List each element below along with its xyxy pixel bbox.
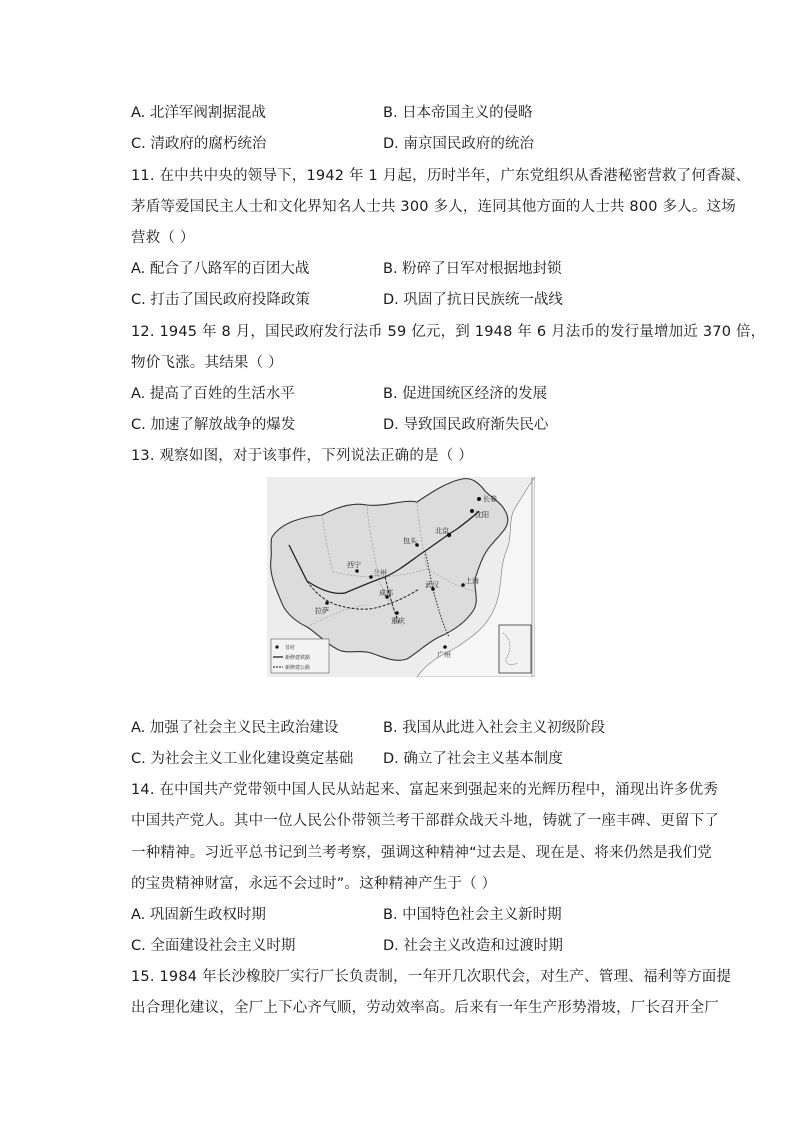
- q14-stem-line-4: 的宝贵精神财富，永远不会过时”。这种精神产生于（ ）: [131, 876, 497, 892]
- map-label-chengdu: 成都: [379, 589, 393, 597]
- q12-option-d[interactable]: D. 导致国民政府渐失民心: [383, 417, 549, 433]
- legend-label-highway: 新修建公路: [285, 665, 311, 671]
- q12-option-c[interactable]: C. 加速了解放战争的爆发: [131, 417, 296, 433]
- q14-option-c[interactable]: C. 全面建设社会主义时期: [131, 938, 296, 954]
- legend-label-capital: 首府: [285, 645, 296, 651]
- map-label-lanzhou: 兰州: [373, 569, 387, 577]
- q13-option-a[interactable]: A. 加强了社会主义民主政治建设: [131, 720, 339, 736]
- q11-option-c[interactable]: C. 打击了国民政府投降政策: [131, 292, 310, 308]
- q11-stem-line-2: 茅盾等爱国民主人士和文化界知名人士共 300 多人，连同其他方面的人士共 800 多人。这场: [131, 199, 736, 215]
- q14-stem-line-3: 一种精神。习近平总书记到兰考考察，强调这种精神“过去是、现在是、将来仍然是我们党: [131, 845, 713, 861]
- map-label-shanghai: 上海: [465, 577, 479, 585]
- map-label-lhasa: 拉萨: [315, 607, 329, 615]
- q10-option-b[interactable]: B. 日本帝国主义的侵略: [383, 105, 533, 121]
- q14-stem-line-2: 中国共产党人。其中一位人民公仆带领兰考干部群众战天斗地，铸就了一座丰碑、更留下了: [131, 813, 719, 829]
- map-legend: [271, 639, 329, 673]
- q11-option-a[interactable]: A. 配合了八路军的百团大战: [131, 261, 310, 277]
- map-label-shenyang: 沈阳: [475, 511, 489, 519]
- q10-option-c[interactable]: C. 清政府的腐朽统治: [131, 136, 267, 152]
- q13-option-b[interactable]: B. 我国从此进入社会主义初级阶段: [383, 720, 606, 736]
- q13-option-d[interactable]: D. 确立了社会主义基本制度: [383, 751, 563, 767]
- q12-option-b[interactable]: B. 促进国统区经济的发展: [383, 386, 548, 402]
- q12-option-a[interactable]: A. 提高了百姓的生活水平: [131, 386, 295, 402]
- q13-stem-line-1: 13. 观察如图，对于该事件，下列说法正确的是（ ）: [131, 448, 473, 464]
- q14-stem-line-1: 14. 在中国共产党带领中国人民从站起来、富起来到强起来的光辉历程中，涌现出许多优秀: [131, 782, 719, 798]
- q11-option-d[interactable]: D. 巩固了抗日民族统一战线: [383, 292, 563, 308]
- map-label-changchun: 长春: [483, 495, 497, 503]
- q11-stem-line-1: 11. 在中共中央的领导下，1942 年 1 月起，历时半年，广东党组织从香港秘密营救了何香凝、: [131, 168, 751, 184]
- q15-stem-line-1: 15. 1984 年长沙橡胶厂实行厂长负责制，一年开几次职代会，对生产、管理、福利等方面提: [131, 969, 732, 985]
- map-label-beijing: 北京: [435, 527, 449, 535]
- q12-stem-line-1: 12. 1945 年 8 月，国民政府发行法币 59 亿元，到 1948 年 6 月法币的发行量增加近 370 倍，: [131, 324, 766, 340]
- map-label-chongqing: 重庆: [391, 617, 405, 625]
- q10-option-a[interactable]: A. 北洋军阀割据混战: [131, 105, 266, 121]
- legend-label-railway: 新修建铁路: [285, 655, 311, 661]
- q14-option-a[interactable]: A. 巩固新生政权时期: [131, 907, 266, 923]
- map-label-wuhan: 武汉: [425, 581, 439, 589]
- q10-option-d[interactable]: D. 南京国民政府的统治: [383, 136, 534, 152]
- map-label-xining: 西宁: [347, 561, 361, 569]
- south-china-sea-inset: [499, 625, 531, 673]
- q12-stem-line-2: 物价飞涨。其结果（ ）: [131, 355, 283, 371]
- map-label-baotou: 包头: [403, 537, 417, 545]
- q14-option-d[interactable]: D. 社会主义改造和过渡时期: [383, 938, 563, 954]
- q13-map-figure: [267, 477, 535, 677]
- q14-option-b[interactable]: B. 中国特色社会主义新时期: [383, 907, 562, 923]
- q11-stem-line-3: 营救（ ）: [131, 230, 195, 246]
- q15-stem-line-2: 出合理化建议，全厂上下心齐气顺，劳动效率高。后来有一年生产形势滑坡，厂长召开全厂: [131, 1000, 719, 1016]
- map-label-guangzhou: 广州: [437, 651, 451, 659]
- q13-option-c[interactable]: C. 为社会主义工业化建设奠定基础: [131, 751, 354, 767]
- q11-option-b[interactable]: B. 粉碎了日军对根据地封锁: [383, 261, 562, 277]
- china-map-image: [267, 477, 535, 677]
